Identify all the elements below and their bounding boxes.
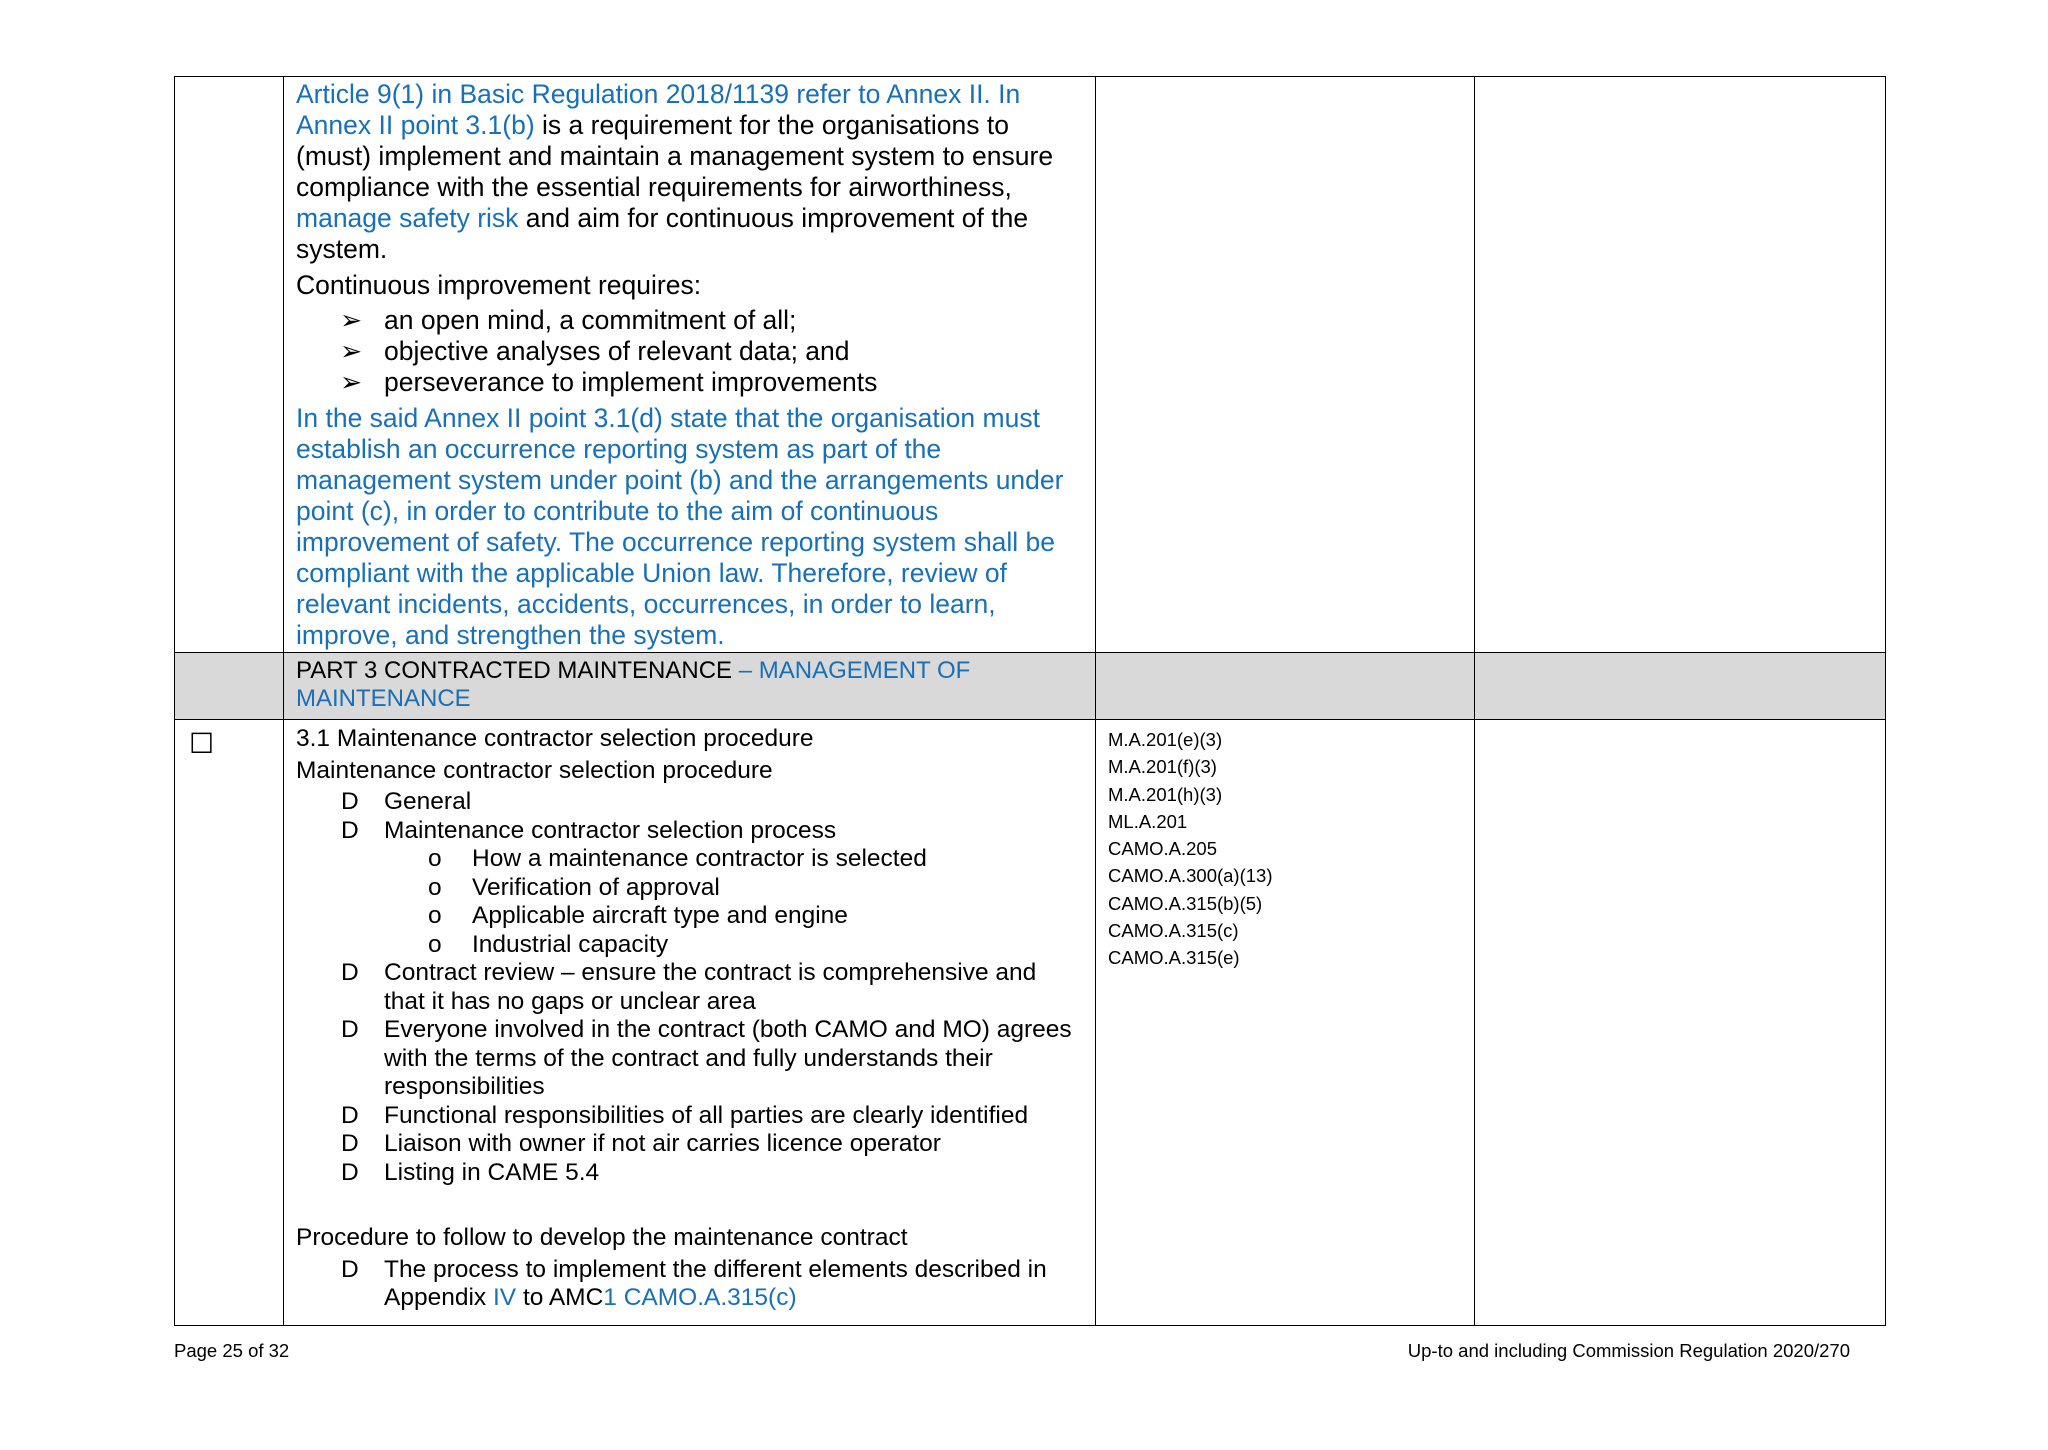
list-item [296, 367, 1083, 398]
procedure-list [296, 788, 1083, 845]
item-text: to AMC [516, 1284, 604, 1311]
item-text: Liaison with owner if not air carries licence operator [384, 1130, 941, 1157]
reference-item: M.A.201(e)(3) [1108, 729, 1223, 750]
table-row [175, 77, 1886, 653]
list-item [296, 1130, 1083, 1159]
arrow-bullet-icon: ➢ [340, 305, 363, 335]
d-bullet-icon: D [341, 1130, 359, 1157]
list-item [296, 305, 1083, 336]
list-item [296, 788, 1083, 817]
checkbox-cell [175, 720, 284, 1326]
reference-item: CAMO.A.300(a)(13) [1108, 865, 1273, 887]
section-header-row [175, 653, 1886, 720]
description-cell [284, 720, 1096, 1326]
list-item [296, 1159, 1083, 1188]
procedure-heading: 3.1 Maintenance contractor selection procedure [296, 725, 814, 752]
intro-risk-text: manage safety risk [296, 203, 519, 233]
d-bullet-icon: D [341, 816, 359, 844]
checkbox-cell [175, 653, 284, 720]
reference-item: M.A.201(h)(3) [1108, 783, 1223, 805]
intro-paragraph [296, 79, 1083, 265]
item-text: How a maintenance contractor is selected [472, 845, 927, 872]
bullet-text: objective analyses of relevant data; and [384, 336, 850, 366]
list-item [296, 1016, 1083, 1102]
arrow-bullet-icon: ➢ [340, 336, 363, 366]
item-text: Maintenance contractor selection process [384, 816, 837, 844]
circle-bullet-icon: o [428, 930, 442, 958]
list-item [296, 817, 1083, 846]
section-title [284, 653, 1095, 716]
section-title-main: PART 3 CONTRACTED MAINTENANCE [296, 657, 739, 684]
checkbox-cell [175, 77, 284, 653]
arrow-bullet-icon: ➢ [340, 367, 363, 397]
list-item [296, 1102, 1083, 1131]
d-bullet-icon: D [341, 1101, 359, 1129]
reference-item: CAMO.A.205 [1108, 838, 1217, 860]
intro-link-text: Article 9(1) in Basic Regulation 2018/1139 refer to Annex II. In Annex II point 3.1(b) [296, 79, 1021, 140]
bullet-text: perseverance to implement improvements [384, 367, 878, 397]
reference-cell [1096, 77, 1475, 653]
remarks-cell [1475, 720, 1886, 1326]
reference-item: CAMO.A.315(e) [1108, 947, 1240, 969]
procedure-subheading: Maintenance contractor selection procedure [296, 756, 773, 784]
item-text: Functional responsibilities of all parties are clearly identified [384, 1101, 1029, 1129]
reference-cell [1096, 653, 1475, 720]
list-item [296, 959, 1083, 1016]
d-bullet-icon: D [341, 1255, 359, 1283]
contract-procedure-heading: Procedure to follow to develop the maintenance contract [296, 1224, 908, 1251]
intro-end-text: and aim for continuous improvement of the system. [296, 203, 1029, 264]
checkbox-icon[interactable]: ☐ [189, 728, 215, 759]
reference-item: ML.A.201 [1108, 810, 1188, 832]
reference-list [1096, 720, 1474, 972]
item-text: Everyone involved in the contract (both CAMO and MO) agrees with the terms of the contract and fully understands their responsibilities [384, 1016, 1072, 1100]
reference-item: M.A.201(f)(3) [1108, 756, 1217, 778]
circle-bullet-icon: o [428, 902, 442, 929]
description-cell [284, 77, 1096, 653]
list-item [296, 874, 1083, 903]
item-text: General [384, 788, 472, 815]
d-bullet-icon: D [341, 1158, 359, 1186]
reference-item: CAMO.A.315(b)(5) [1108, 892, 1263, 914]
regulation-note: Up-to and including Commission Regulation 2020/270 [1407, 1340, 1850, 1361]
d-bullet-icon: D [341, 788, 359, 815]
contract-procedure-list [296, 1256, 1083, 1313]
item-text: Contract review – ensure the contract is comprehensive and that it has no gaps or unclear area [384, 959, 1037, 1015]
procedure-list-continued [296, 959, 1083, 1187]
item-text: Industrial capacity [472, 930, 669, 958]
item-text: Applicable aircraft type and engine [472, 902, 848, 929]
d-bullet-icon: D [341, 959, 359, 986]
ci-bullet-list [296, 305, 1083, 398]
list-item [296, 1256, 1083, 1313]
d-bullet-icon: D [341, 1016, 359, 1043]
section-title-sub: – MANAGEMENT OF MAINTENANCE [296, 657, 971, 712]
reference-item: CAMO.A.315(c) [1108, 920, 1239, 942]
occurrence-paragraph: In the said Annex II point 3.1(d) state that the organisation must establish an occurrence reporting system as part of the management system under point (b) and the arrangements under point (c), in order to contribute to the aim of continuous improvement of safety. The occurrence reporting system shall be compliant with the applicable Union law. Therefore, review of relevant incidents, accidents, occurrences, in order to learn, improve, and strengthen the system. [296, 403, 1064, 650]
ci-heading: Continuous improvement requires: [296, 270, 702, 300]
bullet-text: an open mind, a commitment of all; [384, 305, 797, 335]
compliance-table [174, 76, 1886, 1326]
table-row [175, 720, 1886, 1326]
circle-bullet-icon: o [428, 873, 442, 901]
section-title-cell [284, 653, 1096, 720]
item-text-blue: 1 CAMO.A.315(c) [603, 1284, 797, 1311]
intro-text: is a requirement for the organisations to (must) implement and maintain a management system to ensure compliance with the essential requirements for airworthiness, [296, 110, 1054, 202]
remarks-cell [1475, 653, 1886, 720]
list-item [296, 845, 1083, 874]
remarks-cell [1475, 77, 1886, 653]
reference-cell [1096, 720, 1475, 1326]
list-item [296, 931, 1083, 960]
list-item [296, 902, 1083, 931]
item-text-blue: IV [492, 1284, 517, 1311]
selection-sub-list [296, 845, 1083, 959]
item-text: Listing in CAME 5.4 [384, 1158, 600, 1186]
item-text: Verification of approval [472, 873, 720, 901]
list-item [296, 336, 1083, 367]
item-text: The process to implement the different elements described in Appendix [384, 1255, 1047, 1311]
page-number: Page 25 of 32 [174, 1340, 290, 1361]
circle-bullet-icon: o [428, 845, 442, 872]
